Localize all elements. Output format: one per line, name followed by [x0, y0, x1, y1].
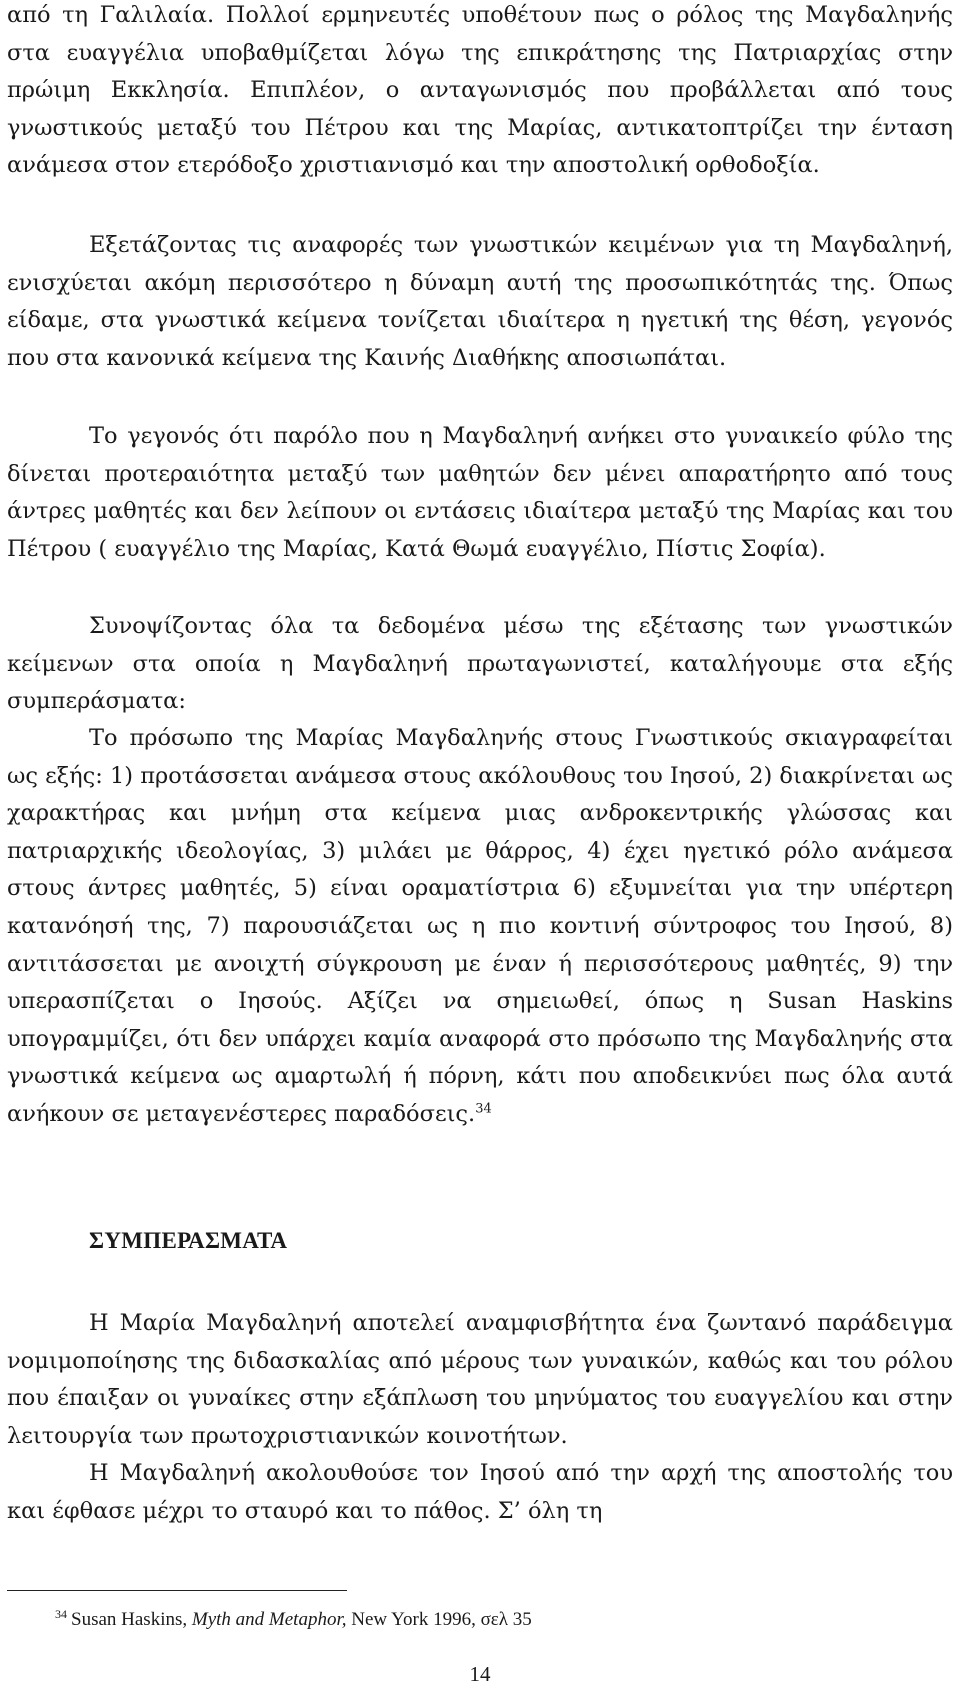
conclusion-paragraph-1: Η Μαρία Μαγδαληνή αποτελεί αναμφισβήτητα ένα ζωντανό παράδειγμα νομιμοποίησης της διδασκαλίας από μέρους των γυναικών, καθώς και του ρόλου που έπαιξαν οι γυναίκες στην εξάπλωση του μηνύματος του ευαγγελίου και στην λειτουργία των πρωτοχριστιανικών κοινοτήτων.	[7, 1310, 953, 1449]
paragraph-5	[7, 720, 953, 1134]
page-number: 14	[469, 1662, 491, 1686]
footnote-title: Myth and Metaphor,	[191, 1609, 347, 1630]
footnote-number: 34	[55, 1606, 67, 1621]
paragraph-3: Το γεγονός ότι παρόλο που η Μαγδαληνή ανήκει στο γυναικείο φύλο της δίνεται προτεραιότητα μεταξύ των μαθητών δεν μένει απαρατήρητο από τους άντρες μαθητές και δεν λείπουν οι εντάσεις ιδιαίτερα μεταξύ της Μαρίας και του Πέτρου ( ευαγγέλιο της Μαρίας, Κατά Θωμά ευαγγέλιο, Πίστις Σοφία).	[7, 423, 953, 562]
paragraph-4: Συνοψίζοντας όλα τα δεδομένα μέσω της εξέτασης των γνωστικών κείμενων στα οποία η Μαγδαληνή πρωταγωνιστεί, καταλήγουμε στα εξής συμπεράσματα:	[7, 613, 953, 715]
paragraph-1: από τη Γαλιλαία. Πολλοί ερμηνευτές υποθέτουν πως ο ρόλος της Μαγδαληνής στα ευαγγέλια υποβαθμίζεται λόγω της επικράτησης της Πατριαρχίας στην πρώιμη Εκκλησία. Επιπλέον, ο ανταγωνισμός που προβάλλεται από τους γνωστικούς μεταξύ του Πέτρου και της Μαρίας, αντικατοπτρίζει την ένταση ανάμεσα στον ετερόδοξο χριστιανισμό και την αποστολική ορθοδοξία.	[7, 2, 953, 179]
footnote-separator	[7, 1590, 347, 1591]
footnote-author: Susan Haskins,	[71, 1609, 188, 1630]
paragraph-2: Εξετάζοντας τις αναφορές των γνωστικών κειμένων για τη Μαγδαληνή, ενισχύεται ακόμη περισσότερο η δύναμη αυτή της προσωπικότητάς της. Όπως είδαμε, στα γνωστικά κείμενα τονίζεται ιδιαίτερα η ηγετική της θέση, γεγονός που στα κανονικά κείμενα της Καινής Διαθήκης αποσιωπάται.	[7, 232, 953, 371]
section-heading: ΣΥΜΠΕΡΑΣΜΑΤΑ	[89, 1228, 288, 1253]
footnote-rest: New York 1996, σελ 35	[351, 1609, 532, 1630]
footnote-reference: 34	[475, 1101, 492, 1117]
footnote	[55, 1606, 532, 1634]
paragraph-5-text: Το πρόσωπο της Μαρίας Μαγδαληνής στους Γνωστικούς σκιαγραφείται ως εξής: 1) προτάσσεται ανάμεσα στους ακόλουθους του Ιησού, 2) διακρίνεται ως χαρακτήρας και μνήμη στα κείμενα μιας ανδροκεντρικής γλώσσας και πατριαρχικής ιδεολογίας, 3) μιλάει με θάρρος, 4) έχει ηγετικό ρόλο ανάμεσα στους άντρες μαθητές, 5) είναι οραματίστρια 6) εξυμνείται για την υπέρτερη κατανόησή της, 7) παρουσιάζεται ως η πιο κοντινή σύντροφος του Ιησού, 8) αντιτάσσεται με ανοιχτή σύγκρουση με έναν ή περισσότερους μαθητές, 9) την υπερασπίζεται ο Ιησούς. Αξίζει να σημειωθεί, όπως η Susan Haskins υπογραμμίζει, ότι δεν υπάρχει καμία αναφορά στο πρόσωπο της Μαγδαληνής στα γνωστικά κείμενα ως αμαρτωλή ή πόρνη, κάτι που αποδεικνύει πως όλα αυτά ανήκουν σε μεταγενέστερες παραδόσεις.	[7, 725, 953, 1127]
conclusion-paragraph-2: Η Μαγδαληνή ακολουθούσε τον Ιησού από την αρχή της αποστολής του και έφθασε μέχρι το σταυρό και το πάθος. Σ’ όλη τη	[7, 1460, 953, 1524]
